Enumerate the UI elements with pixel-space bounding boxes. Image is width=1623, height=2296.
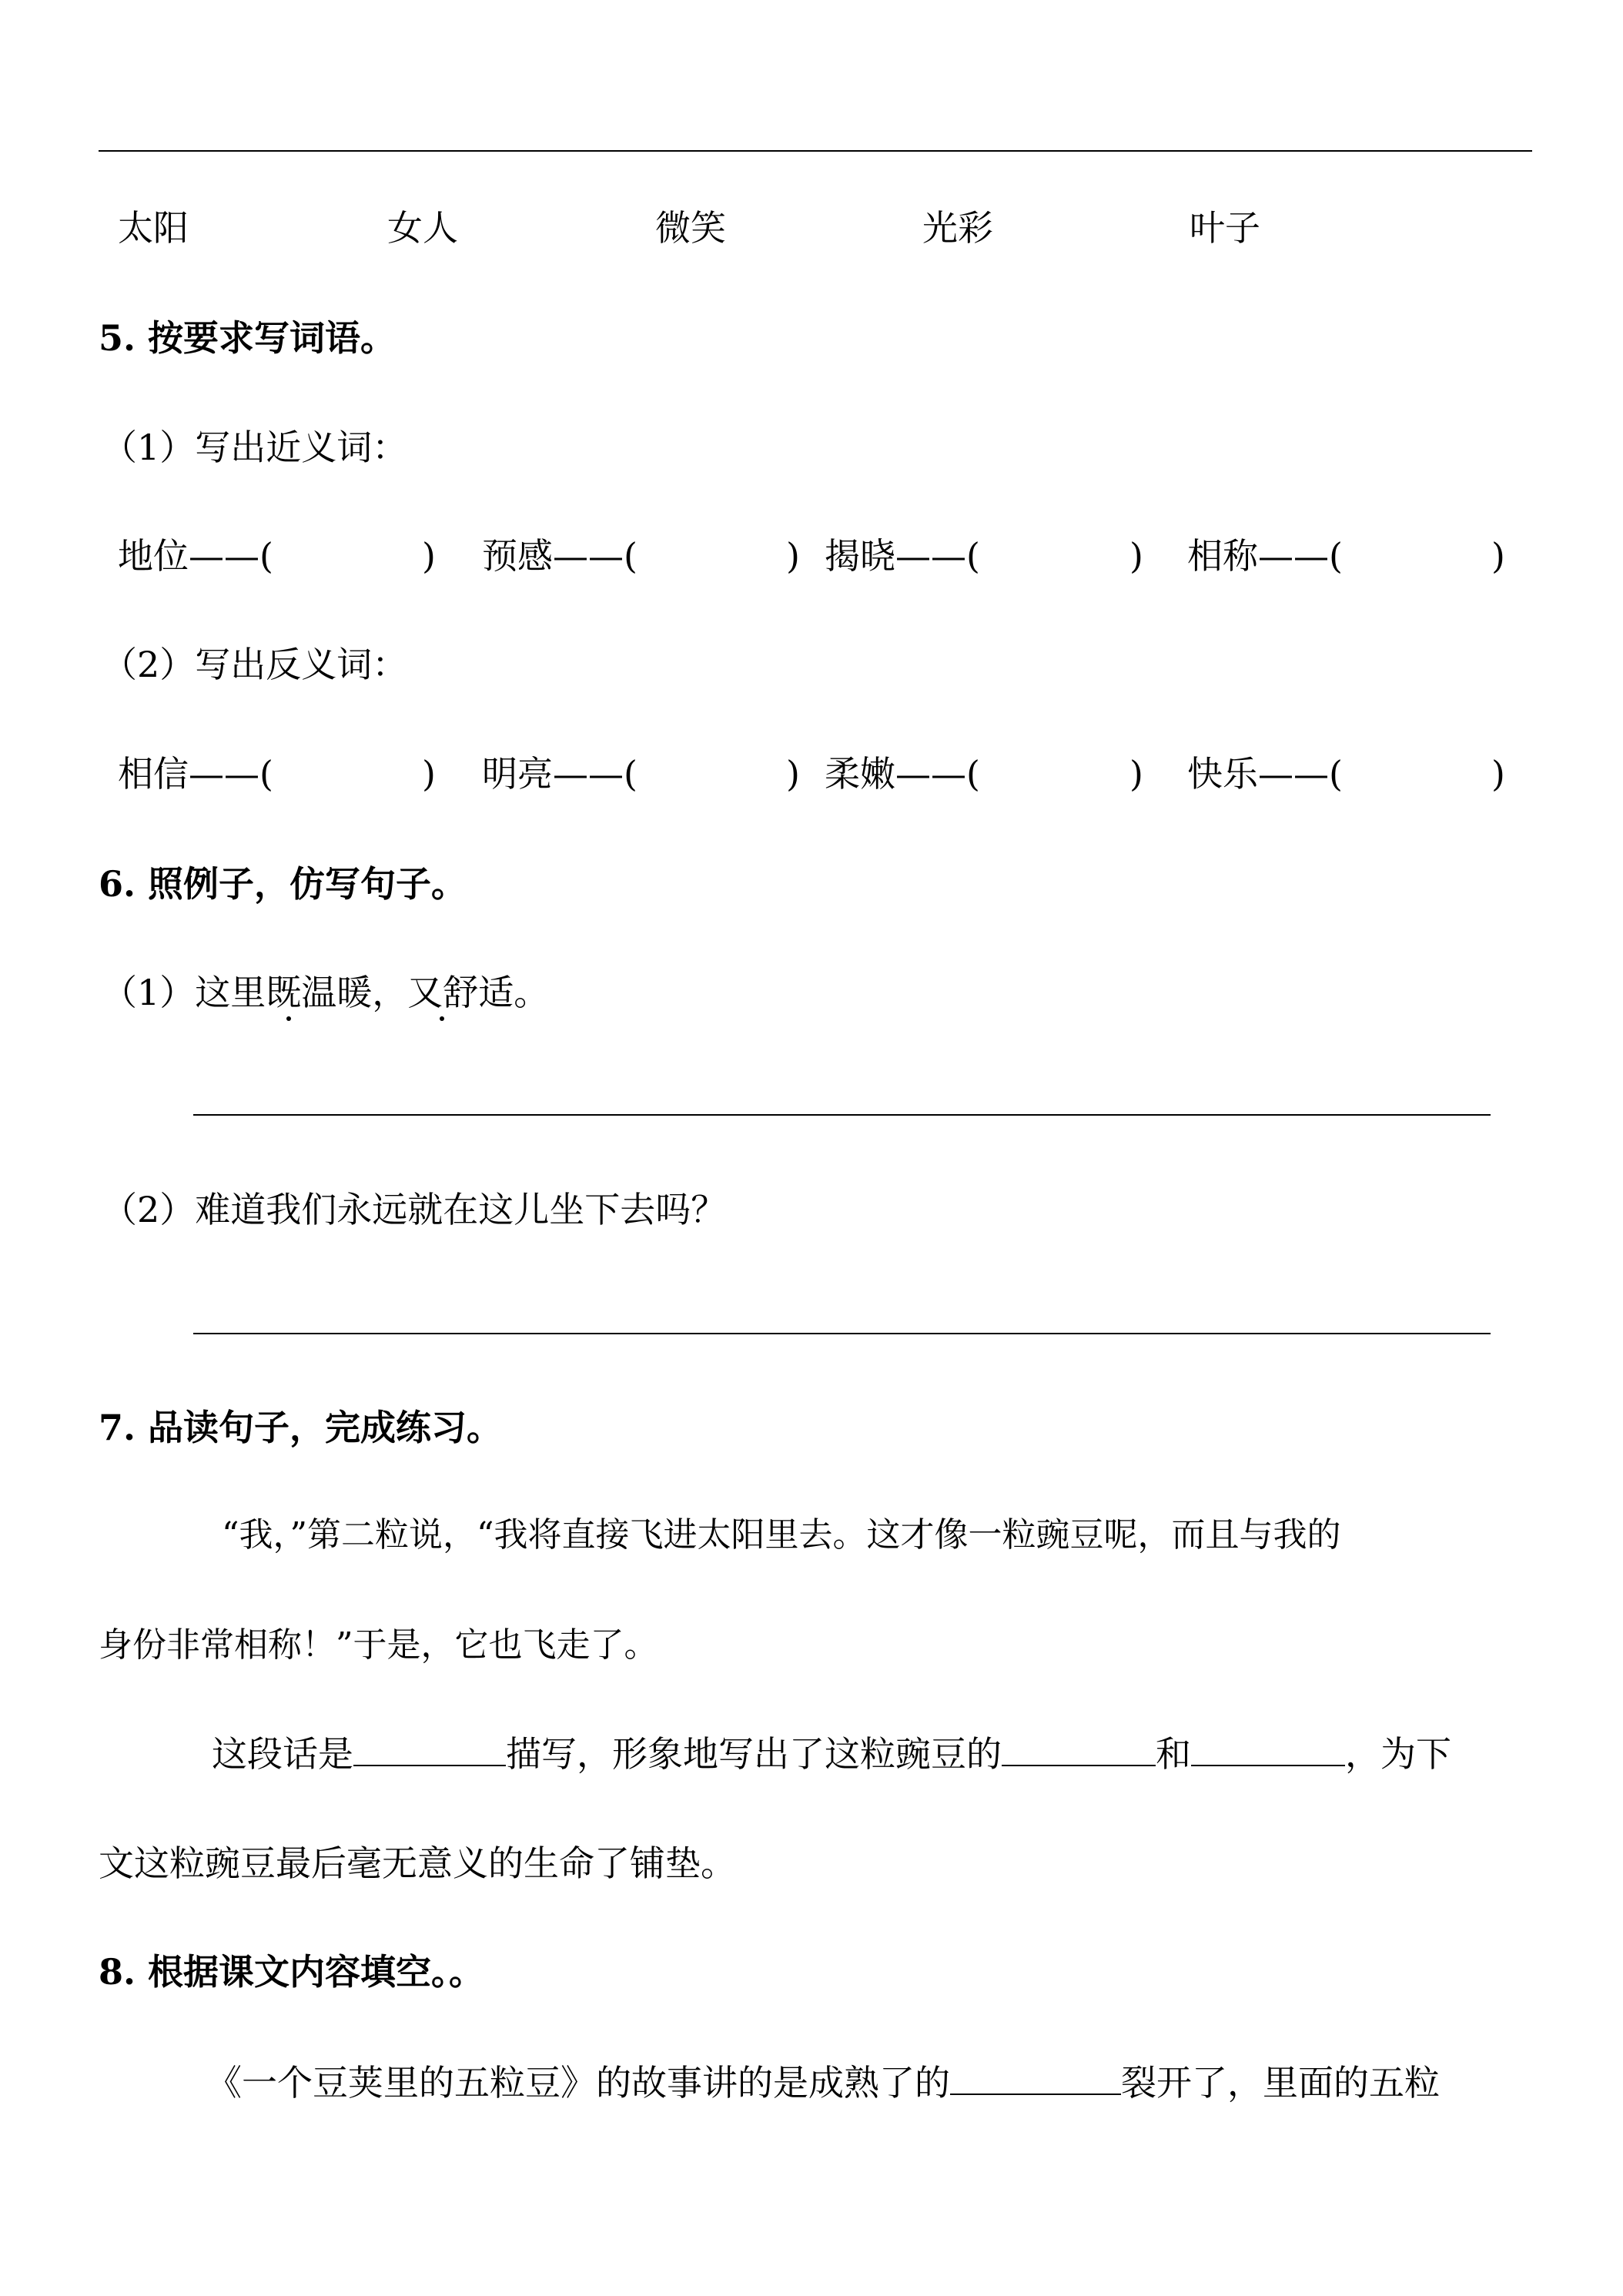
ant-2-word: 明亮——(	[482, 753, 637, 795]
q6-title: 6. 照例子，仿写句子。	[99, 863, 467, 905]
q8-title: 8. 根据课文内容填空。。	[99, 1951, 485, 1993]
q5-sub2: （2）写出反义词：	[102, 644, 408, 685]
q8-line	[206, 2061, 1440, 2104]
q7-quote-line1: “我，”第二粒说，“我将直接飞进太阳里去。这才像一粒豌豆呢，而且与我的	[222, 1515, 1341, 1555]
q7-fill-a: 这段话是	[212, 1733, 353, 1775]
syn-3-close: )	[1129, 535, 1143, 577]
blank-trait-2[interactable]	[1191, 1734, 1345, 1766]
q7-quote-line2: 身份非常相称！”于是，它也飞走了。	[99, 1625, 658, 1665]
q5-sub1: （1）写出近义词：	[102, 427, 408, 468]
emphasis-dot-you	[440, 1016, 444, 1021]
syn-4-word: 相称——(	[1187, 535, 1343, 577]
ant-3-close: )	[1129, 753, 1143, 795]
blank-trait-1[interactable]	[1002, 1734, 1156, 1766]
q8-line-a: 《一个豆荚里的五粒豆》的故事讲的是成熟了的	[206, 2062, 950, 2104]
blank-description-type[interactable]	[353, 1734, 506, 1766]
q7-fill-c: 和	[1156, 1733, 1191, 1775]
q4-word-5: 叶子	[1190, 207, 1260, 249]
q7-fill-line	[212, 1732, 1451, 1776]
q4-word-2: 女人	[387, 207, 458, 249]
answer-line-1[interactable]	[193, 1114, 1491, 1116]
ant-4-close: )	[1491, 753, 1505, 795]
q4-word-3: 微笑	[655, 207, 726, 249]
ant-1-close: )	[422, 753, 436, 795]
emphasis-dot-ji	[286, 1016, 291, 1021]
syn-2-word: 预感——(	[482, 535, 637, 577]
q6-sentence-2: （2）难道我们永远就在这儿坐下去吗？	[102, 1189, 727, 1230]
ant-4-word: 快乐——(	[1187, 753, 1343, 795]
q7-title: 7. 品读句子，完成练习。	[99, 1407, 503, 1448]
ant-2-close: )	[786, 753, 800, 795]
q6-sentence-1: （1）这里既温暖，又舒适。	[102, 972, 550, 1013]
q4-word-1: 太阳	[118, 207, 189, 249]
blank-pod[interactable]	[950, 2063, 1121, 2095]
answer-line-2[interactable]	[193, 1333, 1491, 1334]
q7-fill-d: ，为下	[1345, 1733, 1451, 1775]
syn-1-close: )	[422, 535, 436, 577]
q5-title: 5. 按要求写词语。	[99, 317, 397, 359]
ant-1-word: 相信——(	[118, 753, 273, 795]
q7-fill-line2: 文这粒豌豆最后毫无意义的生命了铺垫。	[99, 1842, 736, 1884]
syn-3-word: 揭晓——(	[825, 535, 980, 577]
top-rule	[99, 150, 1532, 152]
syn-2-close: )	[786, 535, 800, 577]
syn-4-close: )	[1491, 535, 1505, 577]
q7-fill-b: 描写，形象地写出了这粒豌豆的	[506, 1733, 1002, 1775]
syn-1-word: 地位——(	[118, 535, 273, 577]
q8-line-b: 裂开了，里面的五粒	[1121, 2062, 1440, 2104]
ant-3-word: 柔嫩——(	[825, 753, 980, 795]
q4-word-4: 光彩	[922, 207, 993, 249]
